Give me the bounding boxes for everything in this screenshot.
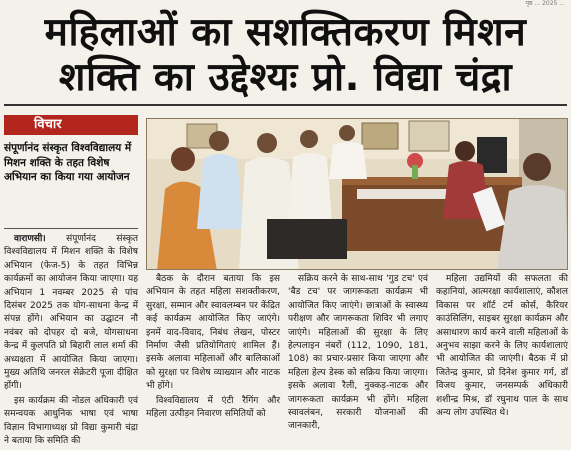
column-1-text-1: संपूर्णानंद संस्कृत विश्वविद्यालय में मिशन शक्ति के विशेष अभियान (फेज-5) के तहत विभिन्न कार्यक्रमों का आयोजन किया जाएगा। यह अभियान 1 नवम्बर 2025 से पांच दिसंबर 2025 तक योग-साधना केन्द्र में संपन्न होंगे। अभियान का उद्घाटन नौ नवंबर को दोपहर दो बजे, योगसाधना केन्द्र में कुलपति प्रो बिहारी लाल शर्मा की अध्यक्षता में आयोजित किया जाएगा। मुख्य अतिथि जनरल सेक्रेटरी पूजा दीक्षित होंगी। xyxy=(4,234,138,392)
headline-line-2: शक्ति का उद्देश्यः प्रो. विद्या चंद्रा xyxy=(58,55,513,100)
headline xyxy=(0,10,571,100)
dateline-place: वाराणसी। xyxy=(14,234,46,244)
column-1-paragraph-2: इस कार्यक्रम की नोडल अधिकारी एवं समन्वयक आधुनिक भाषा एवं भाषा विज्ञान विभागाध्यक्ष प्रो विद्या कुमारी चंद्रा ने बताया कि समिति की xyxy=(4,395,138,447)
column-2-paragraph-1: बैठक के दौरान बताया कि इस अभियान के तहत महिला सशक्तीकरण, सुरक्षा, सम्मान और स्वावलम्बन पर केंद्रित कई कार्यक्रम आयोजित किए जाएंगे। इनमें वाद-विवाद, निबंध लेखन, पोस्टर निर्माण जैसी प्रतियोगिताएं शामिल हैं। इसके अलावा महिलाओं और बालिकाओं को सुरक्षा पर विशेष व्याख्यान और नाटक भी होंगे। xyxy=(146,274,280,392)
article-column-3 xyxy=(288,273,428,435)
meeting-photo-icon xyxy=(147,119,568,270)
meeting-photo xyxy=(146,118,568,270)
article-column-2 xyxy=(146,273,280,422)
column-3-paragraph-1: सक्रिय करने के साथ-साथ 'गुड टच' एवं 'बैड टच' पर जागरूकता कार्यक्रम भी आयोजित किए जाएंगे। छात्राओं के स्वास्थ्य परीक्षण और जागरूकता शिविर भी लगाए जाएंगे। महिलाओं की सुरक्षा के लिए हेल्पलाइन नंबरों (112, 1090, 181, 108) का प्रचार-प्रसार किया जाएगा और महिला हेल्प डेस्क को सक्रिय किया जाएगा। इसके अलावा रैली, नुक्कड़-नाटक और जागरूकता कार्यक्रम भी होंगे। महिला स्वावलंबन, सरकारी योजनाओं की जानकारी, xyxy=(288,274,428,432)
sub-headline-rule xyxy=(4,228,138,229)
headline-rule xyxy=(4,104,567,106)
column-1-paragraph-1 xyxy=(4,233,138,394)
article-column-1 xyxy=(4,233,138,450)
article-column-4 xyxy=(436,273,568,421)
dateline: पृष्ठ ... 2025 ... xyxy=(525,0,565,7)
column-2-paragraph-2: विश्वविद्यालय में एंटी रैगिंग और महिला उत्पीड़न निवारण समितियों को xyxy=(146,395,280,420)
top-strip xyxy=(0,0,571,8)
column-4-paragraph-1: महिला उद्यमियों की सफलता की कहानियां, आत्मरक्षा कार्यशालाएं, कौशल विकास पर शॉर्ट टर्म कोर्स, कैरियर काउंसिलिंग, साइबर सुरक्षा कार्यक्रम और असाधारण कार्य करने वाली महिलाओं के अनुभव साझा करने के लिए कार्यशालाएं भी आयोजित की जाएंगी। बैठक में प्रो जितेन्द्र कुमार, प्रो दिनेश कुमार गर्ग, डॉ विजय कुमार, जनसम्पर्क अधिकारी शशीन्द्र मिश्र, डॉ रघुनाथ पाल के साथ अन्य लोग उपस्थित थे। xyxy=(436,274,568,419)
section-tag: विचार xyxy=(4,115,138,135)
sub-headline: संपूर्णानंद संस्कृत विश्वविद्यालय में मिशन शक्ति के तहत विशेष अभियान का किया गया आयोजन xyxy=(4,142,132,183)
headline-line-1: महिलाओं का सशक्तिकरण मिशन xyxy=(44,10,527,55)
